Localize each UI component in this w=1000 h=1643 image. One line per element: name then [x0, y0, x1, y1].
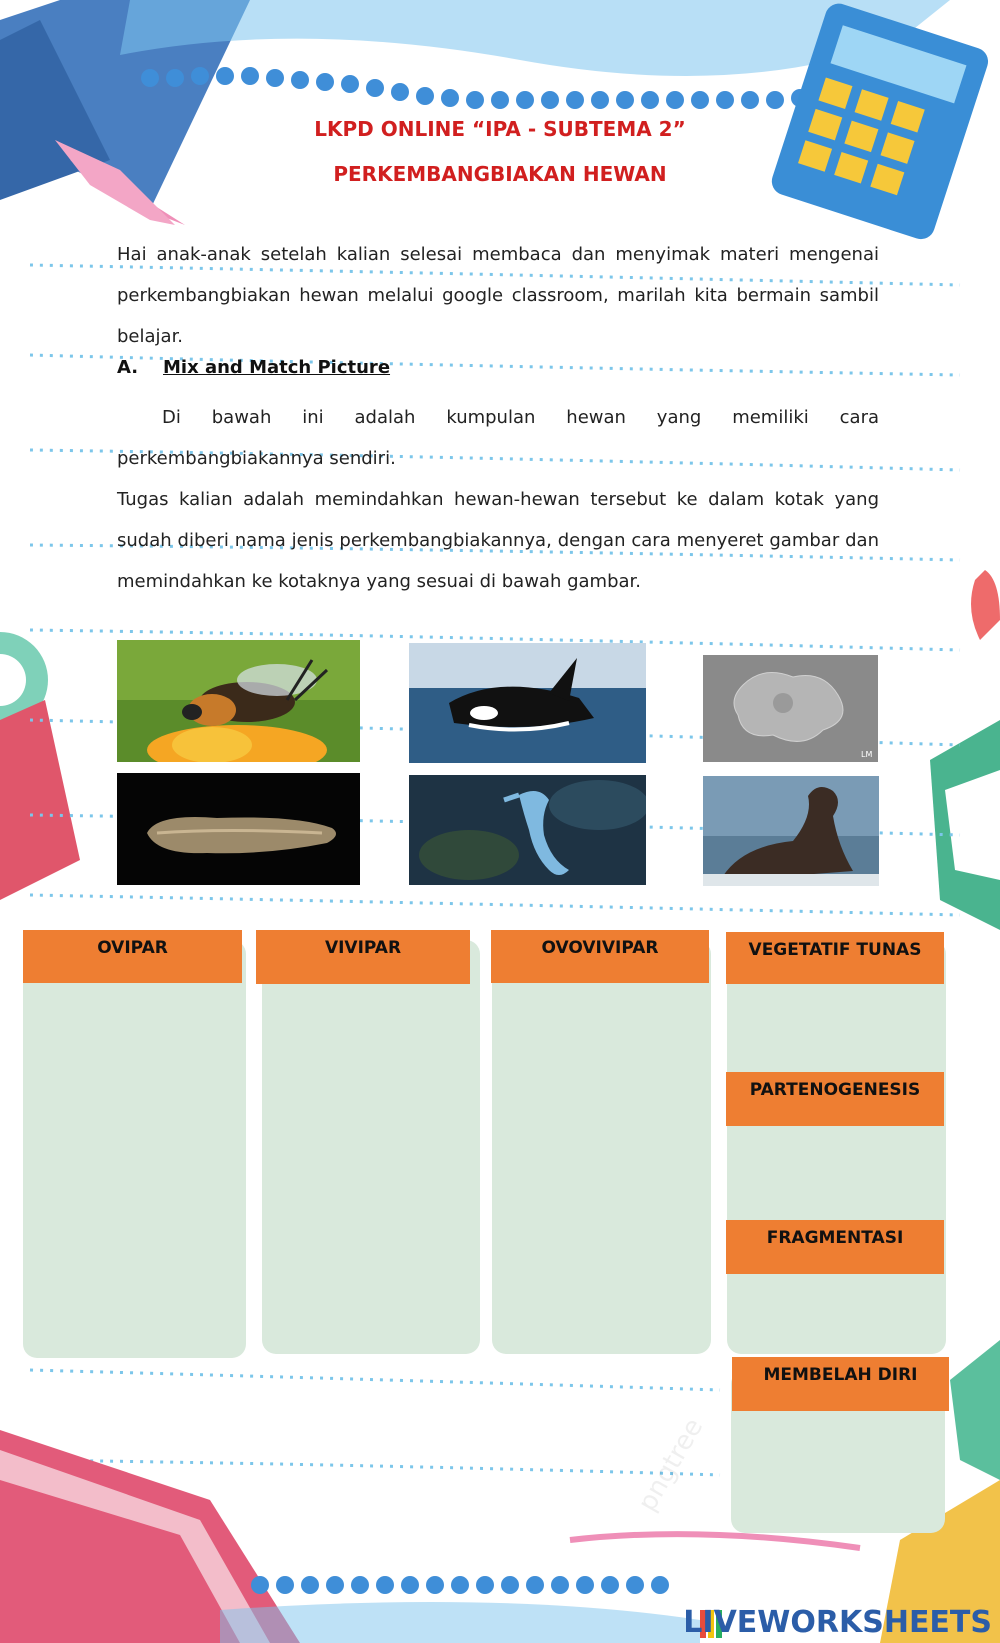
orca-photo[interactable] [409, 643, 646, 763]
partenogenesis-label: PARTENOGENESIS [749, 1080, 921, 1100]
description-paragraph-2: Tugas kalian adalah memindahkan hewan-hewan tersebut ke dalam kotak yang sudah diberi nama jenis perkembangbiakannya, dengan cara menyeret gambar dan memindahkan ke kotaknya yang sesuai di bawah gambar. [117, 489, 879, 592]
liveworksheets-brand[interactable]: LIVEWORKSHEETS [683, 1605, 992, 1640]
planaria-photo[interactable] [117, 773, 360, 885]
sea-lion-photo[interactable] [703, 776, 879, 886]
section-heading [117, 357, 390, 378]
fragmentasi-label: FRAGMENTASI [766, 1228, 904, 1248]
ovovivipar-header [491, 930, 709, 983]
vivipar-header [256, 930, 470, 984]
ovipar-label: OVIPAR [97, 938, 168, 958]
intro-paragraph: Hai anak-anak setelah kalian selesai membaca dan menyimak materi mengenai perkembangbiakan hewan melalui google classroom, marilah kita bermain sambil belajar. [117, 244, 879, 347]
seahorse-photo[interactable] [409, 775, 646, 885]
vegetatif-label: VEGETATIF TUNAS [748, 940, 922, 960]
vivipar-dropzone[interactable] [262, 940, 480, 1354]
vegetatif-dropzone[interactable] [727, 940, 946, 1354]
section-number: A. [117, 357, 139, 378]
membelah-header [732, 1357, 949, 1411]
page-subtitle: PERKEMBANGBIAKAN HEWAN [333, 162, 667, 186]
amoeba-caption: LM [861, 750, 873, 759]
watermark: pngtree [632, 1413, 710, 1517]
description-paragraph-1 [117, 397, 879, 479]
fragmentasi-header [726, 1220, 944, 1274]
membelah-label: MEMBELAH DIRI [763, 1365, 918, 1385]
ovipar-dropzone[interactable] [23, 940, 246, 1358]
section-title: Mix and Match Picture [163, 357, 391, 378]
partenogenesis-header [726, 1072, 944, 1126]
ovipar-header [23, 930, 242, 983]
vegetatif-header [726, 932, 944, 984]
description-text-1: Di bawah ini adalah kumpulan hewan yang memiliki cara perkembangbiakannya sendiri. [117, 407, 879, 469]
amoeba-photo[interactable] [703, 655, 878, 762]
ovovivipar-label: OVOVIVIPAR [541, 938, 659, 958]
vivipar-label: VIVIPAR [324, 938, 402, 958]
ovovivipar-dropzone[interactable] [492, 940, 711, 1354]
page-title: LKPD ONLINE “IPA - SUBTEMA 2” [314, 117, 686, 141]
bee-photo[interactable] [117, 640, 360, 762]
